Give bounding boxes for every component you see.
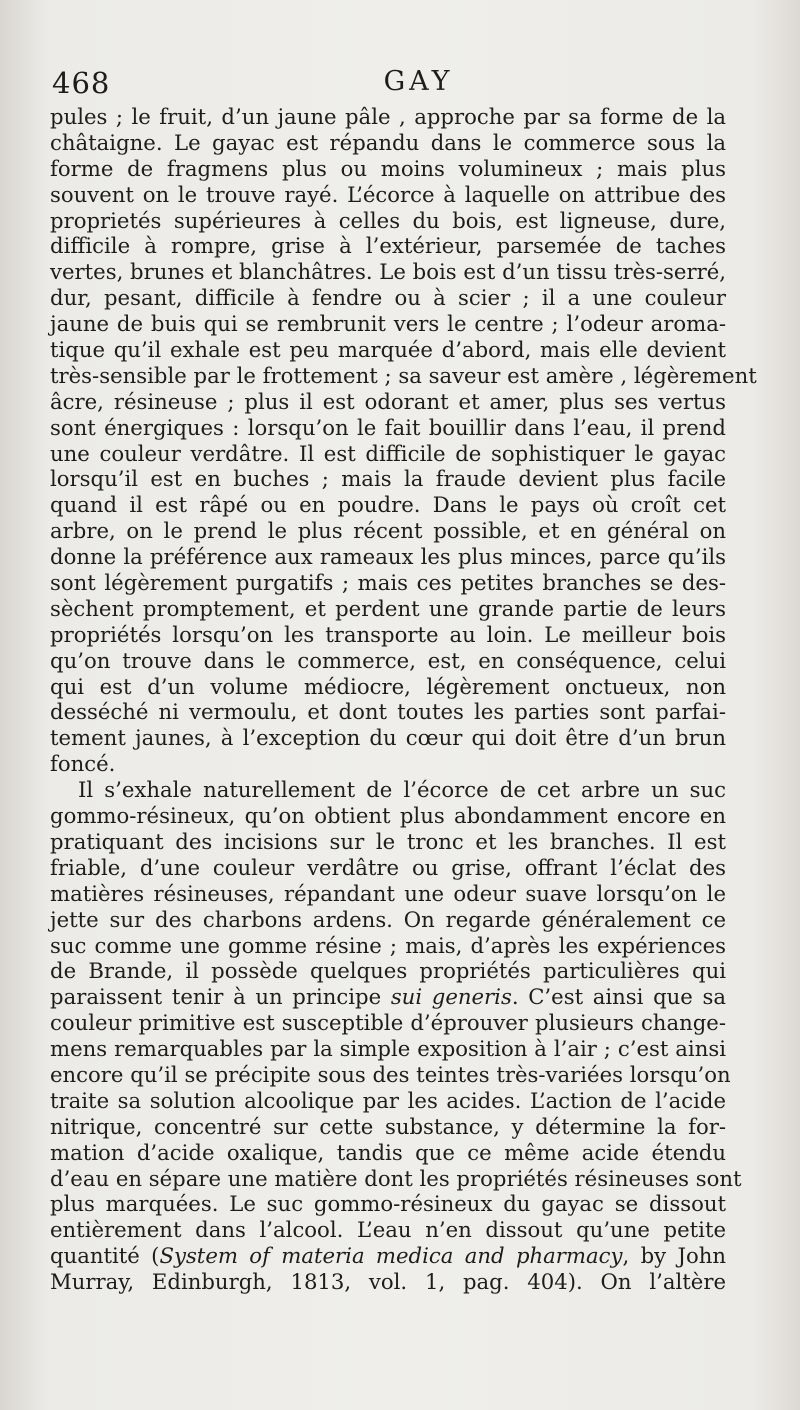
body-text: [50, 104, 757, 1295]
text-line: propriétés lorsqu’on les transporte au loin. Le meilleur bois: [50, 621, 726, 647]
text-line: souvent on le trouve rayé. L’écorce à laquelle on attribue des: [50, 181, 726, 207]
text-line: entièrement dans l’alcool. L’eau n’en dissout qu’une petite: [50, 1217, 726, 1243]
text-line: sèchent promptement, et perdent une grande partie de leurs: [50, 595, 726, 621]
text-line: difficile à rompre, grise à l’extérieur, parsemée de taches: [50, 233, 726, 259]
text-line: foncé.: [50, 751, 116, 777]
text-line: âcre, résineuse ; plus il est odorant et amer, plus ses vertus: [50, 388, 726, 414]
text-line: Il s’exhale naturellement de l’écorce de cet arbre un suc: [78, 777, 726, 803]
text-line: qu’on trouve dans le commerce, est, en conséquence, celui: [50, 647, 726, 673]
text-line: de Brande, il possède quelques propriétés particulières qui: [50, 958, 726, 984]
text-line: gommo-résineux, qu’on obtient plus abondamment encore en: [50, 803, 726, 829]
text-line: mation d’acide oxalique, tandis que ce même acide étendu: [50, 1139, 726, 1165]
page-header: [52, 66, 730, 106]
text-line: qui est d’un volume médiocre, légèrement onctueux, non: [50, 673, 726, 699]
text-run: quantité (: [50, 1243, 160, 1269]
page-number: 468: [52, 66, 111, 100]
text-line: proprietés supérieures à celles du bois, est ligneuse, dure,: [50, 207, 726, 233]
text-line: lorsqu’il est en buches ; mais la fraude devient plus facile: [50, 466, 726, 492]
text-line: suc comme une gomme résine ; mais, d’après les expériences: [50, 932, 726, 958]
text-run: , by John: [622, 1243, 727, 1269]
text-line: [50, 984, 726, 1010]
text-line: quand il est râpé ou en poudre. Dans le pays où croît cet: [50, 492, 726, 518]
text-line: friable, d’une couleur verdâtre ou grise, offrant l’éclat des: [50, 854, 726, 880]
text-line: traite sa solution alcoolique par les acides. L’action de l’acide: [50, 1087, 726, 1113]
italic-title: System of materia medica and pharmacy: [159, 1243, 623, 1269]
text-line: dur, pesant, difficile à fendre ou à scier ; il a une couleur: [50, 285, 726, 311]
text-line: une couleur verdâtre. Il est difficile de sophistiquer le gayac: [50, 440, 726, 466]
text-line: forme de fragmens plus ou moins volumineux ; mais plus: [50, 155, 726, 181]
text-line: [50, 1243, 726, 1269]
text-line: nitrique, concentré sur cette substance, y détermine la for-: [50, 1113, 726, 1139]
text-line: matières résineuses, répandant une odeur suave lorsqu’on le: [50, 880, 726, 906]
text-line: donne la préférence aux rameaux les plus minces, parce qu’ils: [50, 544, 726, 570]
text-line: tement jaunes, à l’exception du cœur qui doit être d’un brun: [50, 725, 726, 751]
text-run: paraissent tenir à un principe: [50, 984, 391, 1010]
text-line: sont légèrement purgatifs ; mais ces petites branches se des-: [50, 570, 726, 596]
text-line: couleur primitive est susceptible d’éprouver plusieurs change-: [50, 1010, 726, 1036]
text-line: jette sur des charbons ardens. On regarde généralement ce: [50, 906, 726, 932]
running-head: GAY: [383, 66, 454, 97]
text-line: châtaigne. Le gayac est répandu dans le commerce sous la: [50, 129, 726, 155]
text-line: mens remarquables par la simple exposition à l’air ; c’est ainsi: [50, 1036, 726, 1062]
text-line: pules ; le fruit, d’un jaune pâle , approche par sa forme de la: [50, 104, 726, 129]
text-line: pratiquant des incisions sur le tronc et les branches. Il est: [50, 828, 726, 854]
text-line: tique qu’il exhale est peu marquée d’abord, mais elle devient: [50, 337, 726, 363]
text-line: sont énergiques : lorsqu’on le fait bouillir dans l’eau, il prend: [50, 414, 726, 440]
text-line: très-sensible par le frottement ; sa saveur est amère , légèrement: [50, 362, 757, 388]
text-run: . C’est ainsi que sa: [511, 984, 726, 1010]
text-line: d’eau en sépare une matière dont les propriétés résineuses sont: [50, 1165, 742, 1191]
italic-title: sui generis: [390, 984, 512, 1010]
text-line: encore qu’il se précipite sous des teintes très-variées lorsqu’on: [50, 1061, 731, 1087]
text-line: arbre, on le prend le plus récent possible, et en général on: [50, 518, 726, 544]
text-line: jaune de buis qui se rembrunit vers le centre ; l’odeur aroma-: [50, 311, 726, 337]
text-line: Murray, Edinburgh, 1813, vol. 1, pag. 404). On l’altère: [50, 1269, 726, 1295]
text-line: vertes, brunes et blanchâtres. Le bois est d’un tissu très-serré,: [50, 259, 726, 285]
text-line: plus marquées. Le suc gommo-résineux du gayac se dissout: [50, 1191, 726, 1217]
text-line: desséché ni vermoulu, et dont toutes les parties sont parfai-: [50, 699, 726, 725]
